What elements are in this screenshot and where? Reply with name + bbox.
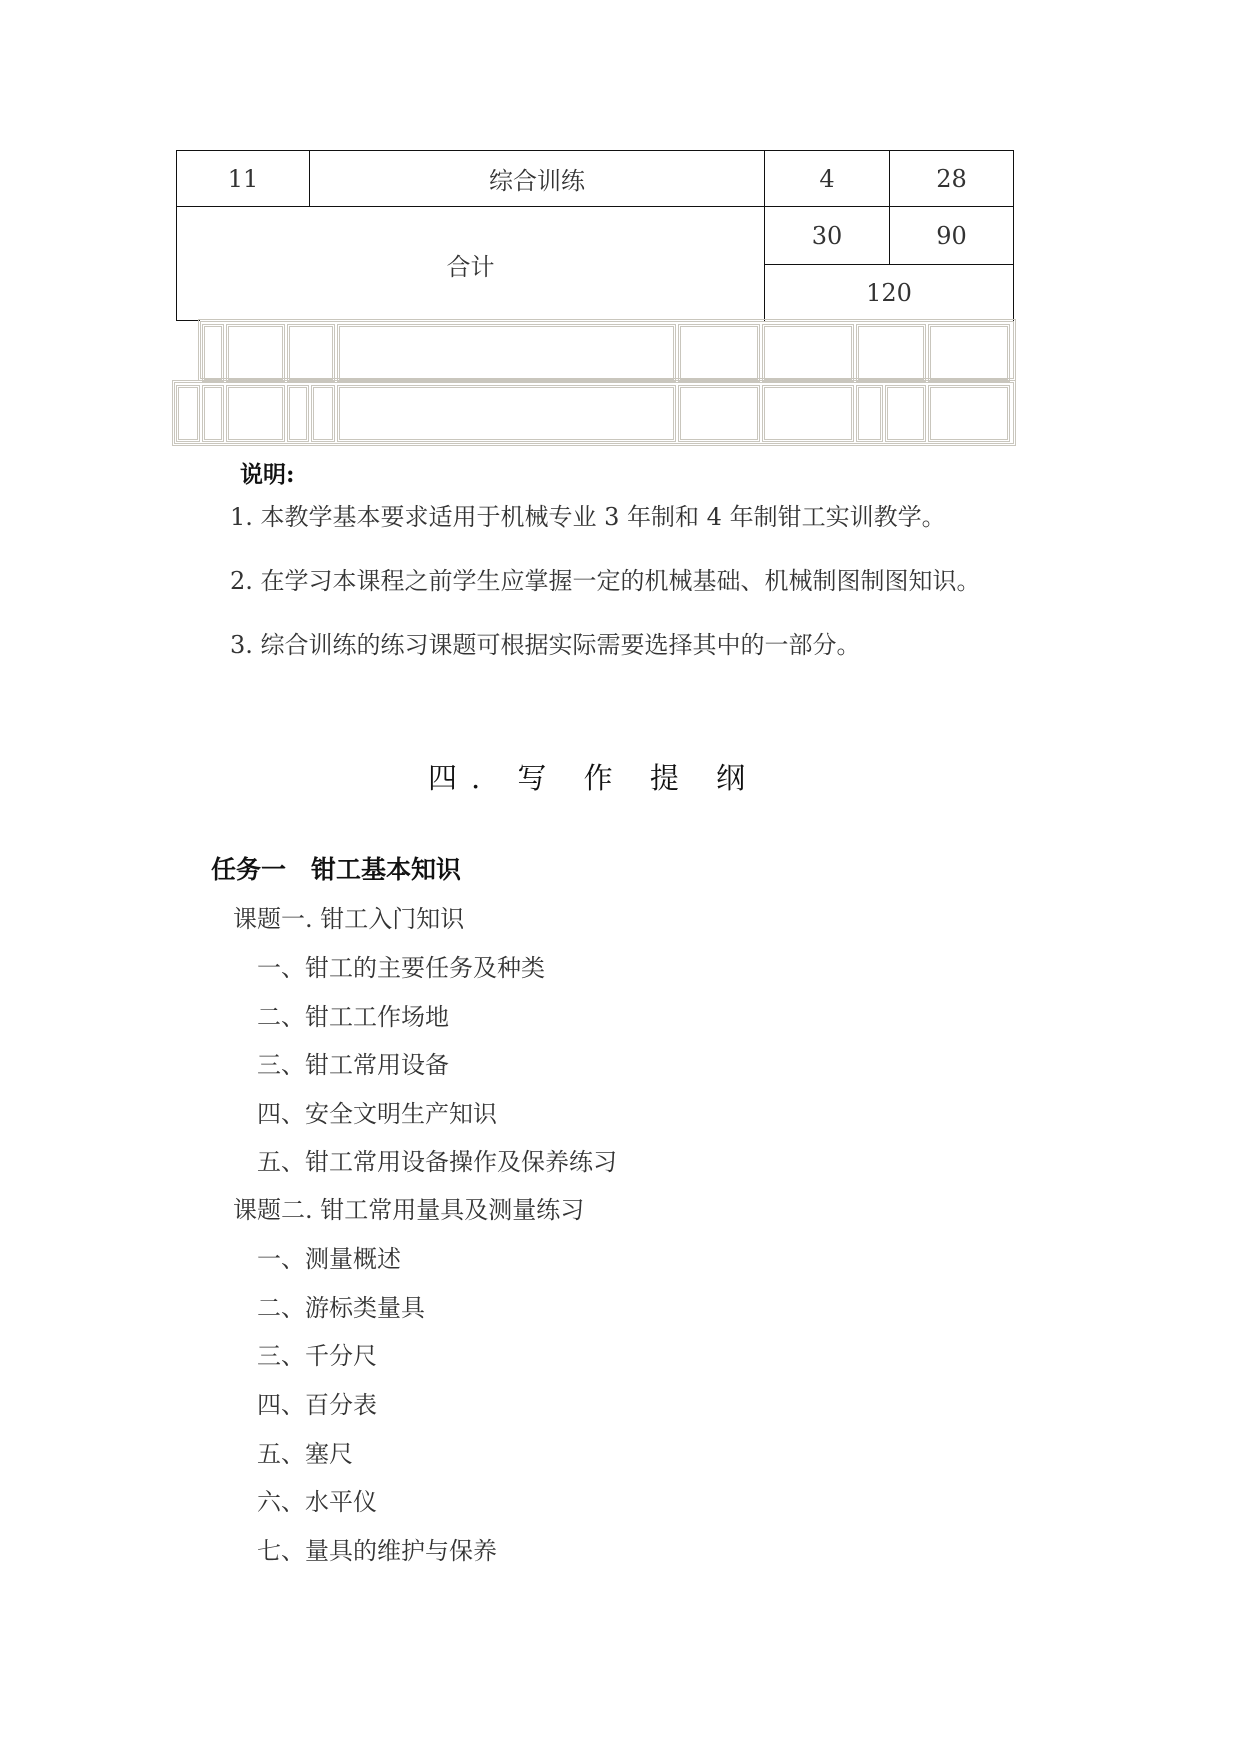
ghost-cell: [311, 385, 335, 442]
total-theory-cell: [764, 206, 890, 265]
ghost-cell: [226, 324, 285, 382]
topic1-item-4: 四、安全文明生产知识: [257, 1100, 497, 1128]
ghost-cell: [176, 385, 200, 442]
ghost-cell: [678, 324, 760, 382]
ghost-cell: [678, 385, 760, 442]
topic2-item-3: 三、千分尺: [257, 1342, 377, 1370]
total-sum-cell: [764, 264, 1014, 321]
row11-name: 综合训练: [489, 167, 585, 195]
row11-practice: 28: [936, 164, 967, 193]
ghost-cell: [885, 385, 926, 442]
topic1-item-5: 五、钳工常用设备操作及保养练习: [257, 1148, 617, 1176]
row11-index-cell: [176, 150, 310, 207]
ghost-cell: [202, 385, 224, 442]
ghost-cell: [928, 385, 1010, 442]
row11-index: 11: [227, 164, 259, 193]
row11-name-cell: [309, 150, 765, 207]
topic2-item-6: 六、水平仪: [257, 1488, 377, 1516]
row11-theory: 4: [819, 164, 835, 193]
total-theory: 30: [811, 221, 843, 250]
ghost-cell: [337, 324, 676, 382]
total-label-cell: [176, 206, 765, 321]
ghost-cell: [226, 385, 285, 442]
ghost-cell: [762, 324, 854, 382]
section-title: 四. 写 作 提 纲: [428, 761, 760, 795]
ghost-cell: [928, 324, 1010, 382]
topic1-title: 课题一. 钳工入门知识: [233, 905, 465, 933]
ghost-cell: [337, 385, 676, 442]
topic2-title: 课题二. 钳工常用量具及测量练习: [233, 1196, 585, 1224]
topic2-item-7: 七、量具的维护与保养: [257, 1537, 497, 1565]
topic1-item-1: 一、钳工的主要任务及种类: [257, 954, 545, 982]
ghost-cell: [762, 385, 854, 442]
topic1-item-2: 二、钳工工作场地: [257, 1003, 449, 1031]
task1-title: 任务一 钳工基本知识: [211, 855, 462, 884]
total-sum: 120: [866, 279, 912, 307]
topic2-item-1: 一、测量概述: [257, 1245, 401, 1273]
ghost-cell: [202, 324, 224, 382]
total-bottom-stub: [176, 320, 200, 321]
note-item-2: 2. 在学习本课程之前学生应掌握一定的机械基础、机械制图制图知识。: [230, 567, 981, 595]
ghost-cell: [856, 385, 883, 442]
topic2-item-4: 四、百分表: [257, 1391, 377, 1419]
notes-title: 说明:: [240, 461, 295, 488]
ghost-cell: [856, 324, 926, 382]
topic2-item-5: 五、塞尺: [257, 1440, 353, 1468]
row11-practice-cell: [889, 150, 1014, 207]
ghost-cell: [287, 385, 309, 442]
ghost-cell: [287, 324, 335, 382]
topic2-item-2: 二、游标类量具: [257, 1294, 425, 1322]
total-practice-cell: [889, 206, 1014, 265]
total-label: 合计: [446, 252, 495, 281]
row11-theory-cell: [764, 150, 890, 207]
note-item-1: 1. 本教学基本要求适用于机械专业 3 年制和 4 年制钳工实训教学。: [230, 503, 946, 531]
topic1-item-3: 三、钳工常用设备: [257, 1051, 449, 1079]
total-practice: 90: [936, 221, 967, 250]
note-item-3: 3. 综合训练的练习课题可根据实际需要选择其中的一部分。: [230, 631, 861, 659]
